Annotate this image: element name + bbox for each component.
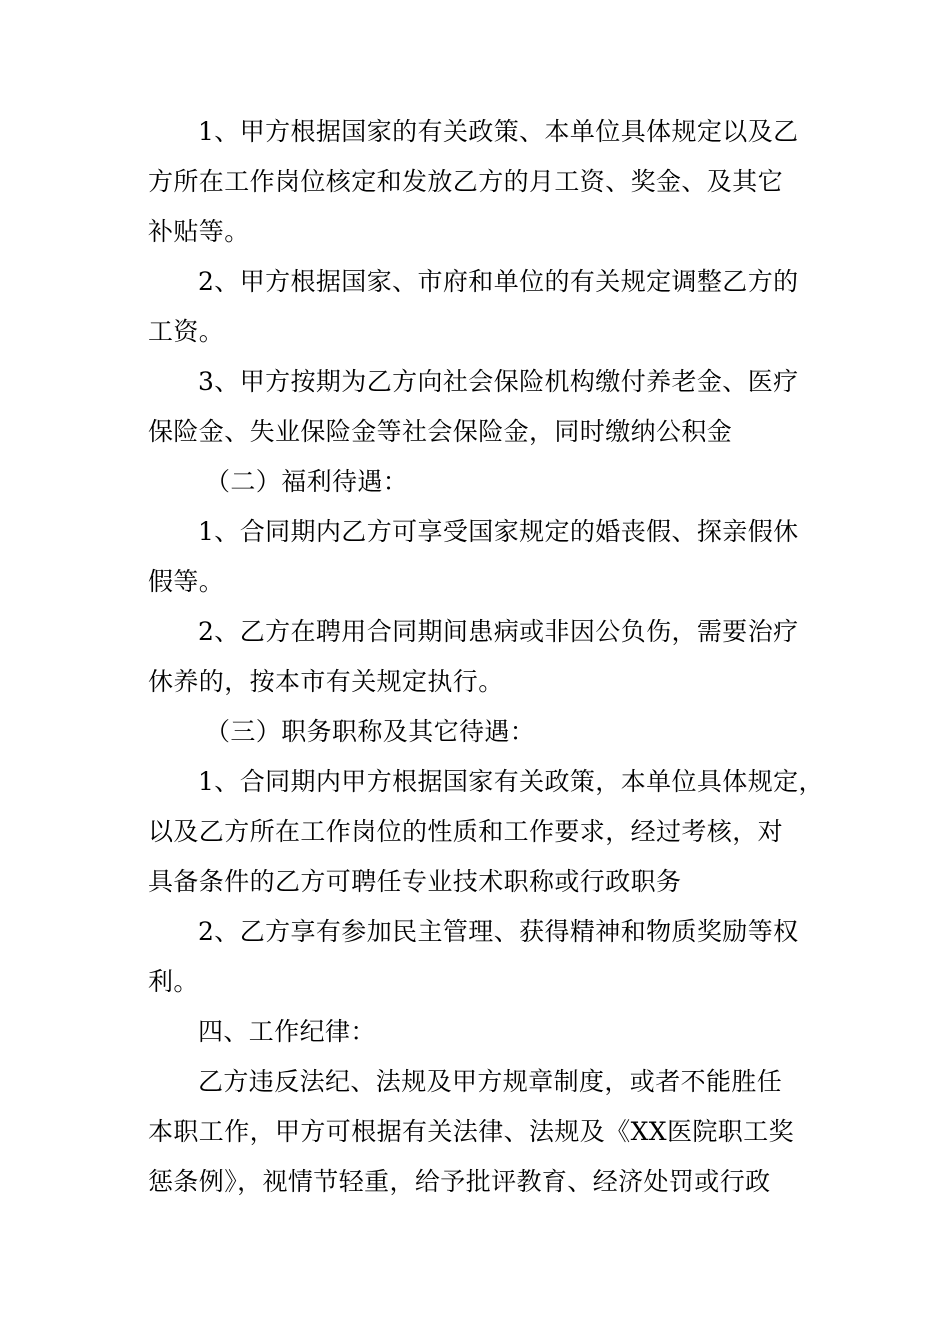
paragraph-line: 保险金、失业保险金等社会保险金，同时缴纳公积金 [148, 417, 733, 446]
paragraph-line: 3、甲方按期为乙方向社会保险机构缴付养老金、医疗 [198, 367, 799, 396]
paragraph-line: 1、合同期内甲方根据国家有关政策，本单位具体规定， [198, 767, 824, 796]
paragraph-line: 补贴等。 [148, 217, 250, 246]
paragraph-line: 方所在工作岗位核定和发放乙方的月工资、奖金、及其它 [148, 167, 784, 196]
paragraph-line: 利。 [148, 967, 199, 996]
section-heading: （三）职务职称及其它待遇： [205, 717, 536, 746]
section-heading: 四、工作纪律： [198, 1017, 376, 1046]
paragraph-line: 假等。 [148, 567, 225, 596]
paragraph-line: 1、合同期内乙方可享受国家规定的婚丧假、探亲假休 [198, 517, 799, 546]
paragraph-line: 乙方违反法纪、法规及甲方规章制度，或者不能胜任 [198, 1067, 783, 1096]
paragraph-line: 惩条例》，视情节轻重，给予批评教育、经济处罚或行政 [148, 1167, 771, 1196]
section-heading: （二）福利待遇： [205, 467, 409, 496]
paragraph-line: 2、乙方在聘用合同期间患病或非因公负伤，需要治疗 [198, 617, 799, 646]
paragraph-line: 1、甲方根据国家的有关政策、本单位具体规定以及乙 [198, 117, 799, 146]
paragraph-line: 2、乙方享有参加民主管理、获得精神和物质奖励等权 [198, 917, 799, 946]
paragraph-line: 具备条件的乙方可聘任专业技术职称或行政职务 [148, 867, 682, 896]
paragraph-line: 本职工作，甲方可根据有关法律、法规及《XX医院职工奖 [148, 1117, 794, 1146]
paragraph-line: 工资。 [148, 317, 225, 346]
paragraph-line: 休养的，按本市有关规定执行。 [148, 667, 504, 696]
paragraph-line: 以及乙方所在工作岗位的性质和工作要求，经过考核，对 [148, 817, 784, 846]
paragraph-line: 2、甲方根据国家、市府和单位的有关规定调整乙方的 [198, 267, 799, 296]
